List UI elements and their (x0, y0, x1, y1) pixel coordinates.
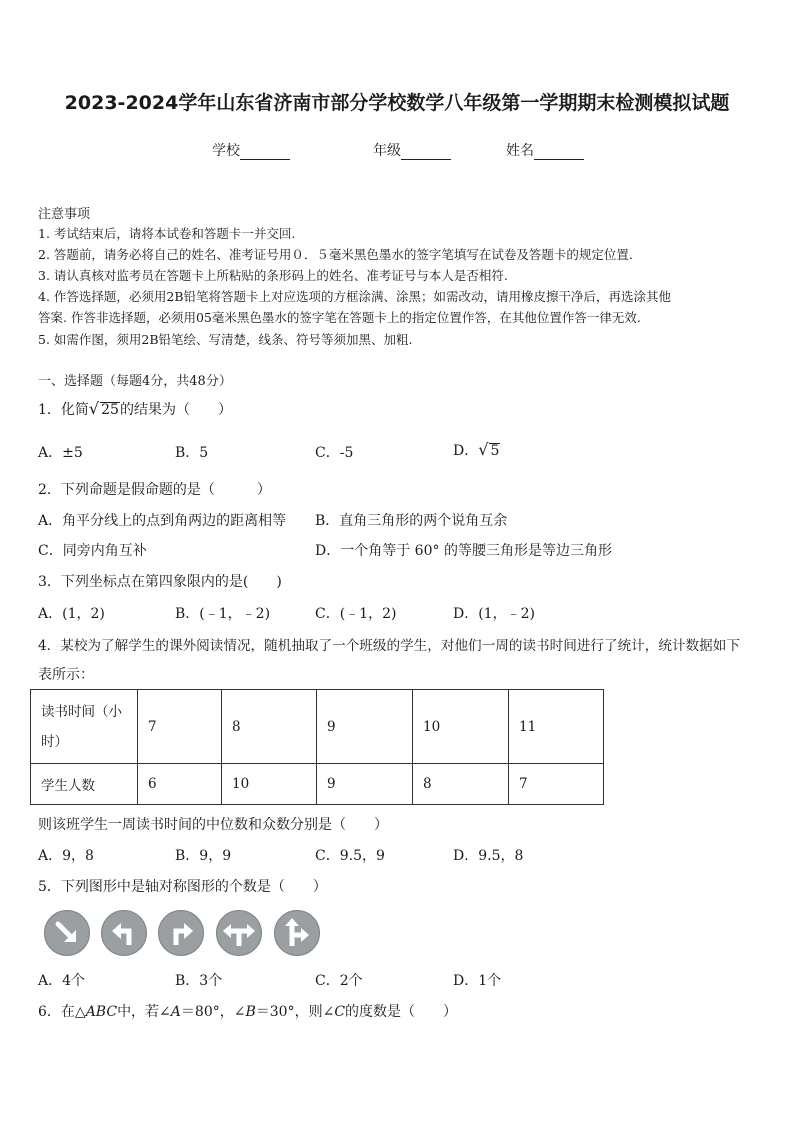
traffic-signs (44, 910, 320, 956)
question-6 (38, 1001, 457, 1021)
q1-option-d: D．√ 5 (453, 440, 500, 459)
q6-text: ＝80°，∠ (180, 1004, 246, 1020)
table-header-cell (31, 690, 138, 764)
q4-option-b: B．9，9 (175, 848, 232, 864)
q6-text: 中，若∠ (117, 1004, 171, 1020)
arrow-down-right-icon (44, 910, 90, 956)
name-label: 姓名 (506, 143, 534, 159)
table-cell: 7 (138, 690, 222, 764)
q4-option-c: C．9.5，9 (315, 848, 385, 864)
table-header-cell: 学生人数 (31, 764, 138, 805)
note-item: 2. 答题前，请务必将自己的姓名、准考证号用０．５毫米黑色墨水的签字笔填写在试卷及答题卡的规定位置. (38, 247, 633, 262)
question-4-ask: 则该班学生一周读书时间的中位数和众数分别是（ ） (38, 817, 388, 833)
note-item: 5. 如需作图，须用2B铅笔绘、写清楚，线条、符号等须加黑、加粗. (38, 332, 413, 347)
note-item: 1. 考试结束后，请将本试卷和答题卡一并交回. (38, 226, 296, 241)
q2-option-b: B．直角三角形的两个说角互余 (315, 513, 508, 529)
t-junction-icon (216, 910, 262, 956)
q1-option-d-label: D． (453, 443, 479, 459)
table-cell: 10 (413, 690, 509, 764)
question-4: 4．某校为了解学生的课外阅读情况，随机抽取了一个班级的学生，对他们一周的读书时间进行了统计，统计数据如下 (38, 638, 740, 654)
question-1: 1．化简√ 25的结果为（ ） (38, 399, 232, 418)
q6-text: ＝30°，则∠ (255, 1004, 335, 1020)
q2-option-a: A．角平分线上的点到角两边的距离相等 (38, 513, 287, 529)
q3-option-a: A．(1，2) (38, 606, 105, 622)
turn-right-icon (158, 910, 204, 956)
q5-option-c: C．2个 (315, 973, 363, 989)
q1-prefix: 1．化简 (38, 402, 89, 418)
q6-triangle: ABC (85, 1004, 118, 1020)
q1-radicand: 25 (101, 402, 119, 418)
note-item: 4. 作答选择题，必须用2B铅笔将答题卡上对应选项的方框涂满、涂黑；如需改动，请用橡皮擦干净后，再选涂其他 (38, 289, 672, 304)
note-item: 答案. 作答非选择题，必须用05毫米黑色墨水的签字笔在答题卡上的指定位置作答，在其他位置作答一律无效. (38, 310, 641, 325)
question-2: 2．下列命题是假命题的是（ ） (38, 482, 271, 498)
q3-option-c: C．(﹣1，2) (315, 606, 397, 622)
q4-option-d: D．9.5，8 (453, 848, 524, 864)
table-cell: 8 (222, 690, 317, 764)
table-row (31, 764, 604, 805)
q2-option-c: C．同旁内角互补 (38, 543, 147, 559)
school-field (212, 140, 290, 160)
table-cell: 7 (509, 764, 604, 805)
question-5: 5．下列图形中是轴对称图形的个数是（ ） (38, 879, 327, 895)
table-cell: 8 (413, 764, 509, 805)
table-cell: 9 (317, 764, 413, 805)
table-cell: 9 (317, 690, 413, 764)
q6-angle-a: A (170, 1004, 181, 1020)
table-row (31, 690, 604, 764)
question-4-cont: 表所示： (38, 667, 94, 683)
note-item: 3. 请认真核对监考员在答题卡上所粘贴的条形码上的姓名、准考证号与本人是否相符. (38, 268, 508, 283)
table-header-text: 时） (41, 733, 68, 750)
table-cell: 10 (222, 764, 317, 805)
section-heading: 一、选择题（每题4分，共48分） (38, 374, 232, 389)
q2-option-d: D．一个角等于 60° 的等腰三角形是等边三角形 (315, 543, 612, 559)
name-field (506, 140, 584, 160)
notes-heading: 注意事项 (38, 207, 91, 222)
q4-option-a: A．9，8 (38, 848, 94, 864)
q6-text: 6．在△ (38, 1004, 86, 1020)
reading-time-table (30, 689, 604, 805)
school-label: 学校 (212, 143, 240, 159)
q5-option-d: D．1个 (453, 973, 502, 989)
q6-angle-c: C (334, 1004, 346, 1020)
turn-left-icon (101, 910, 147, 956)
q5-option-b: B．3个 (175, 973, 223, 989)
q6-text: 的度数是（ ） (345, 1004, 458, 1020)
q3-option-b: B．(﹣1，﹣2) (175, 606, 271, 622)
q1-option-a: A．±5 (38, 445, 83, 461)
go-straight-or-right-icon (274, 910, 320, 956)
table-cell: 6 (138, 764, 222, 805)
grade-field (373, 140, 451, 160)
q1-option-b: B．5 (175, 445, 209, 461)
q1-suffix: 的结果为（ ） (119, 402, 232, 418)
q3-option-d: D．(1，﹣2) (453, 606, 535, 622)
q5-option-a: A．4个 (38, 973, 86, 989)
table-cell: 11 (509, 690, 604, 764)
q1-option-c: C．-5 (315, 445, 354, 461)
question-3: 3．下列坐标点在第四象限内的是( ) (38, 574, 282, 590)
q6-angle-b: B (245, 1004, 256, 1020)
table-header-text: 读书时间（小 (41, 703, 122, 720)
q1-option-d-radicand: 5 (490, 443, 500, 459)
grade-label: 年级 (373, 143, 401, 159)
page-title: 2023-2024学年山东省济南市部分学校数学八年级第一学期期末检测模拟试题 (64, 92, 730, 114)
